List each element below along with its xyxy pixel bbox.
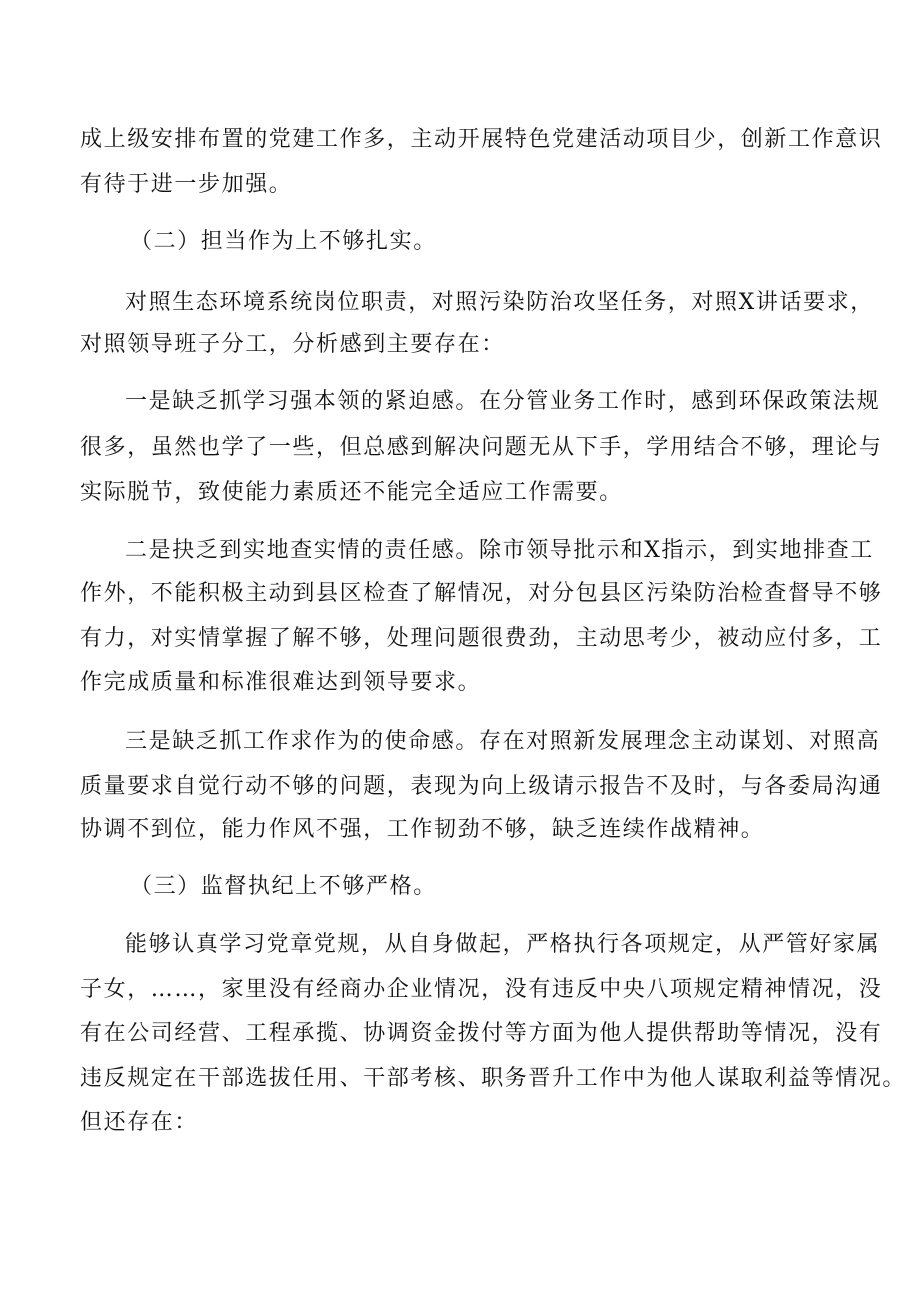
text-line: 成上级安排布置的党建工作多，主动开展特色党建活动项目少，创新工作意识 [80, 127, 883, 152]
text-line: 一是缺乏抓学习强本领的紧迫感。在分管业务工作时，感到环保政策法规 [125, 389, 881, 414]
text-line: 有待于进一步加强。 [80, 172, 293, 197]
text-line: 能够认真学习党章党规，从自身做起，严格执行各项规定，从严管好家属 [125, 932, 881, 957]
text-line: 实际脱节，致使能力素质还不能完全适应工作需要。 [80, 480, 623, 505]
text-line: 有力，对实情掌握了解不够，处理问题很费劲，主动思考少，被动应付多，工 [80, 626, 883, 651]
text-line: 作外，不能积极主动到县区检查了解情况，对分包县区污染防治检查督导不够 [80, 581, 883, 606]
text-line: 二是抉乏到实地查实情的责任感。除市领导批示和X指示，到实地排查工 [125, 538, 874, 563]
text-line: 子女，……，家里没有经商办企业情况，没有违反中央八项规定精神情况，没 [80, 977, 883, 1002]
text-line: 但还存在： [80, 1110, 199, 1135]
section-heading-2: （二）担当作为上不够扎实。 [130, 229, 437, 254]
text-line: 对照领导班子分工，分析感到主要存在： [80, 332, 505, 357]
text-line: 三是缺乏抓工作求作为的使命感。存在对照新发展理念主动谋划、对照高 [125, 729, 881, 754]
section-heading-3: （三）监督执纪上不够严格。 [130, 874, 437, 899]
text-line: 协调不到位，能力作风不强，工作韧劲不够，缺乏连续作战精神。 [80, 817, 765, 842]
text-line: 违反规定在干部选拔任用、干部考核、职务晋升工作中为他人谋取利益等情况。 [80, 1066, 907, 1091]
text-line: 质量要求自觉行动不够的问题，表现为向上级请示报告不及时，与各委局沟通 [80, 774, 883, 799]
text-line: 有在公司经营、工程承揽、协调资金拨付等方面为他人提供帮助等情况，没有 [80, 1021, 883, 1046]
text-line: 很多，虽然也学了一些，但总感到解决问题无从下手，学用结合不够，理论与 [80, 435, 883, 460]
text-line: 对照生态环境系统岗位职责，对照污染防治攻坚任务，对照X讲话要求， [125, 290, 874, 315]
text-line: 作完成质量和标准很难达到领导要求。 [80, 670, 482, 695]
